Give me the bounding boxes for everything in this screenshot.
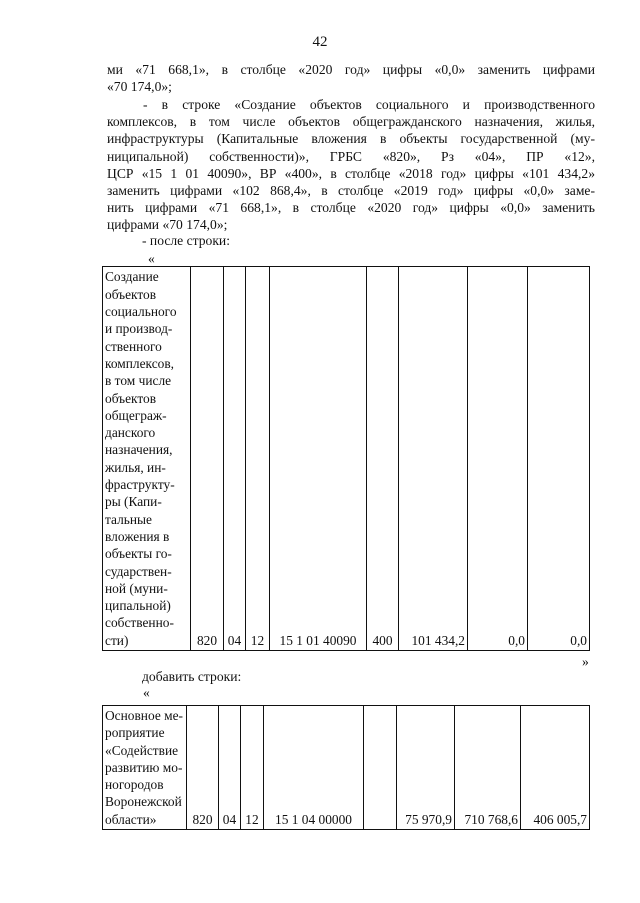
row-name-line: назначения, (105, 442, 173, 458)
row-name-line: комплексов, (105, 355, 175, 371)
row-name-line: Создание (105, 269, 159, 285)
row-name-line: области» (105, 811, 157, 827)
row-name-line: ной (муни- (105, 580, 168, 596)
paragraph-continuation (107, 61, 595, 95)
vr-cell (364, 706, 397, 830)
open-quote: « (148, 251, 155, 266)
existing-row-table (102, 266, 590, 651)
year-2020-cell: 0,0 (528, 267, 590, 651)
text-line: - в строке «Создание объектов социального и производственного (143, 97, 595, 112)
year-2019-cell: 0,0 (468, 267, 528, 651)
year-2019-cell: 710 768,6 (455, 706, 521, 830)
pr-cell: 12 (241, 706, 264, 830)
row-name-line: сти) (105, 632, 129, 648)
row-name-line: жилья, ин- (105, 459, 166, 475)
paragraph-row-change (107, 96, 595, 234)
row-name-line: общеграж- (105, 407, 167, 423)
text-line: ниципальной) собственности)», ГРБС «820», Рз «04», ПР «12», (107, 148, 595, 164)
rz-cell: 04 (224, 267, 246, 651)
row-name-line: данского (105, 425, 156, 441)
row-name-line: фраструкту- (105, 477, 175, 493)
new-row-table (102, 705, 590, 830)
row-name-line: ципальной) (105, 598, 171, 614)
row-name-line: объектов (105, 390, 157, 406)
row-name-line: собственно- (105, 615, 174, 631)
text-line: цифрами «70 174,0»; (107, 217, 228, 233)
row-name-line: ры (Капи- (105, 494, 162, 510)
row-name-line: тальные (105, 511, 152, 527)
text-line: комплексов, в том числе объектов общегражданского назначения, жилья, (107, 114, 595, 130)
text-line: нить цифрами «71 668,1», в столбце «2020 год» цифры «0,0» заменить (107, 200, 595, 216)
pr-cell: 12 (246, 267, 270, 651)
close-quote: » (582, 654, 589, 669)
page-number: 42 (312, 34, 328, 50)
table-row (103, 706, 590, 830)
row-name-line: сударствен- (105, 563, 172, 579)
csr-cell: 15 1 04 00000 (264, 706, 364, 830)
row-name-line: и производ- (105, 321, 173, 337)
text-line: инфраструктуры (Капитальные вложения в объекты государственной (му- (107, 131, 595, 147)
row-name-line: в том числе (105, 373, 172, 389)
text-line: «70 174,0»; (107, 79, 172, 95)
row-name-line: ственного (105, 338, 162, 354)
add-rows-label: добавить строки: (142, 669, 242, 684)
text-line: ми «71 668,1», в столбце «2020 год» цифры «0,0» заменить цифрами (107, 62, 595, 77)
row-name-line: Основное ме- (105, 707, 183, 723)
row-name-cell (103, 267, 191, 651)
grbs-cell: 820 (191, 267, 224, 651)
row-name-line: Воронежской (105, 794, 182, 810)
row-name-line: социального (105, 304, 177, 320)
year-2018-cell: 75 970,9 (397, 706, 455, 830)
row-name-line: развитию мо- (105, 759, 183, 775)
row-name-cell (103, 706, 187, 830)
vr-cell: 400 (367, 267, 399, 651)
row-name-line: роприятие (105, 725, 165, 741)
year-2020-cell: 406 005,7 (521, 706, 590, 830)
text-line: заменить цифрами «102 868,4», в столбце «2019 год» цифры «0,0» заме- (107, 183, 595, 199)
open-quote: « (143, 685, 150, 700)
after-row-label: - после строки: (142, 233, 230, 248)
table-row (103, 267, 590, 651)
year-2018-cell: 101 434,2 (399, 267, 468, 651)
csr-cell: 15 1 01 40090 (270, 267, 367, 651)
row-name-line: «Содействие (105, 742, 179, 758)
grbs-cell: 820 (187, 706, 219, 830)
row-name-line: объектов (105, 286, 157, 302)
row-name-line: объекты го- (105, 546, 172, 562)
row-name-line: ногородов (105, 777, 164, 793)
text-line: ЦСР «15 1 01 40090», ВР «400», в столбце «2018 год» цифры «101 434,2» (107, 165, 595, 181)
rz-cell: 04 (219, 706, 241, 830)
row-name-line: вложения в (105, 528, 170, 544)
